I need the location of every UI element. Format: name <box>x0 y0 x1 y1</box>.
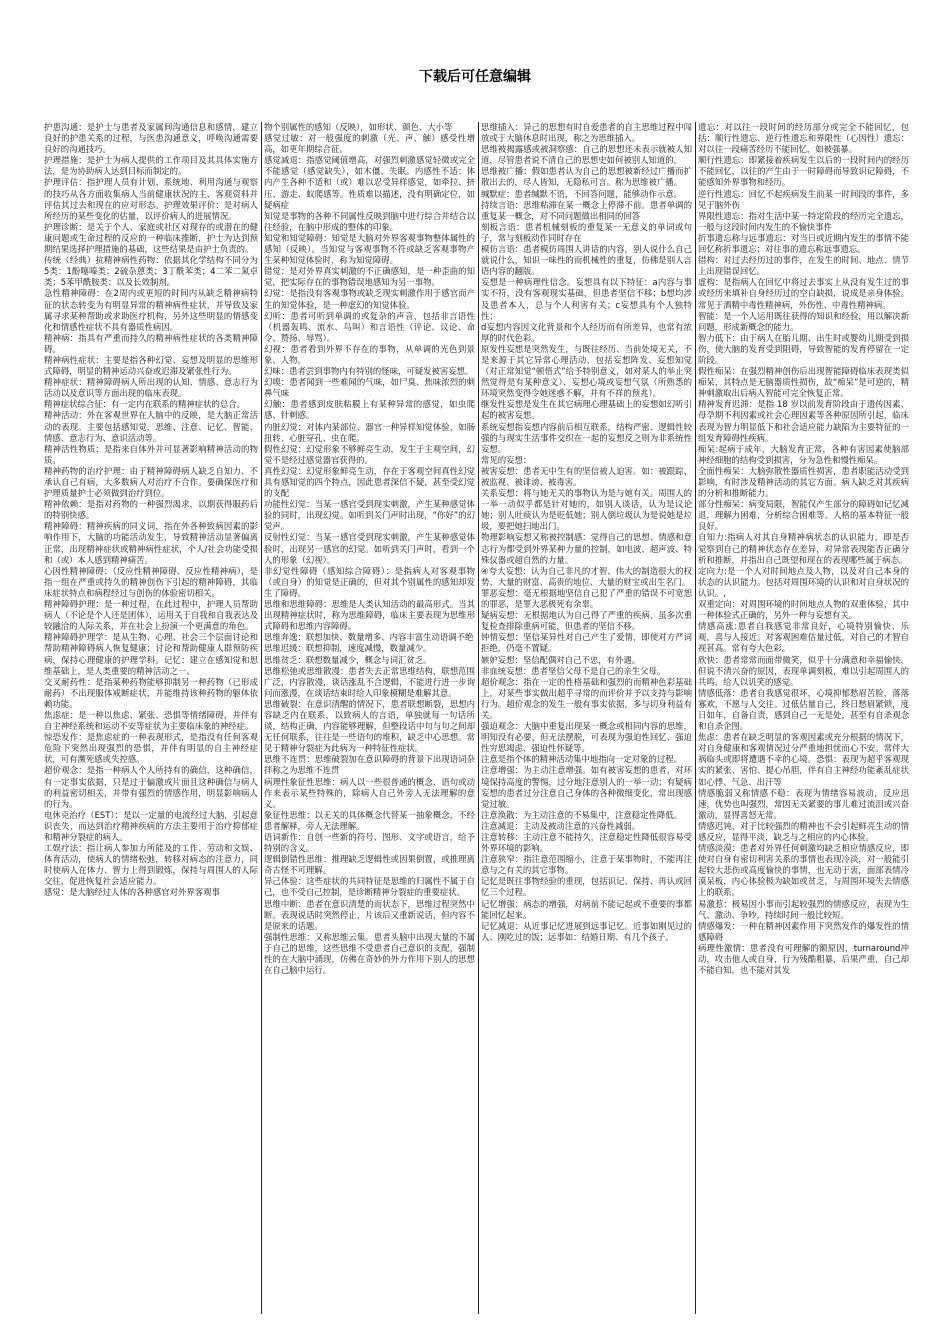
glossary-entry: 遗忘：对以往一段时间的经历部分或完全不能回忆，包括：顺行性遗忘、逆行性遗忘和界限性（心因性）遗忘：对以往一段痛苦经历不能回忆，如被强暴。 <box>698 122 909 155</box>
glossary-entry: 部分性痴呆：病变局限，智能仅产生部分的障碍如记忆减退，理解力困难，分析综合困难等。人格的基本特征一般良好。 <box>698 499 909 532</box>
glossary-entry: 记忆减退：从近事记忆进展到远事记忆。近事如刚见过的人、刚吃过的饭；远事如：结婚日期、有几个孩子。 <box>481 920 692 942</box>
glossary-entry: 思维松弛或思维散漫：患者失去正常思维结构，联想范围广泛，内容散漫，谈话涨乱不合逻辑，不能进行进一步询问而涨漫，在谈话结束时给人印象模糊是难解其意。 <box>264 665 475 698</box>
page-title: 下载后可任意编辑 <box>419 69 531 85</box>
glossary-entry: 钟情妄想：坚信某异性对自己产生了爱情，即使对方严词拒绝，仍毫不置疑。 <box>481 632 692 654</box>
glossary-entry: 易激惹：极易因小事而引起较强烈的情感反应，表现为生气、激动、争吵，持续时间一般比较短。 <box>698 898 909 920</box>
glossary-entry: 错觉：是对外界真实刺激的不正确感知，是一种歪曲的知觉，把实际存在的事物错误地感知为另一事物。 <box>264 266 475 288</box>
glossary-entry: 思维破裂：在意识清醒的情况下，患者联想断裂，思想内容缺乏内在联系，以致病人的言语，单独就每一句话所谈，结构正确，内容能够理解，但整段话中句与句之间却无任何联系，往往是一些语句的堆积，缺乏中心思想。常见于精神分裂症为此病为一种特征性症状。 <box>264 698 475 754</box>
glossary-entry: 虚构：是指病人在回忆中将过去事实上从没有发生过的事或经历来填补自身经历过的空白缺损，说成是亲身体验。常见于酒精中毒性精神病，外伤性、中毒性精神病。 <box>698 277 909 310</box>
glossary-entry: d妄想内容因文化背景和个人经历而有所差异，也常有浓厚的时代色彩。 <box>481 321 692 343</box>
glossary-entry: 精神病性症状：主要是指各种幻觉、妄想及明显的思维形式障碍，明显的精神运动兴奋或迟滞及紧张性行为。 <box>44 354 258 377</box>
glossary-entry: 精神依赖：是指对药物的一种强烈渴求，以期获得服药后的特别快感。 <box>44 499 258 521</box>
glossary-entry: 焦虑症：是一种以焦虑、紧张、恐惧等情绪障碍，并伴有自主神经系统和运动不安等症状为主要临床象的神经症。 <box>44 709 258 732</box>
glossary-entry: 持续言语：思维粘滞在某一概念上停滞不前。患者单调的重复某一概念，对不同问题做出相同的回答 <box>481 199 692 221</box>
glossary-entry: 思维贫乏：联想数量减少，概念与词汇贫乏。 <box>264 654 432 665</box>
glossary-entry: 内脏幻觉：对体内某部位、器官一种异样知觉体验，如肠扭转、心脏穿孔、虫在爬。 <box>264 421 475 443</box>
glossary-entry: 知觉和知觉障碍：知觉是大脑对外界客观事物整体属性的感知（反映）。当知觉与客观事物不符或缺乏客观事物产生某种知觉体验时，称为知觉障碍。 <box>264 232 475 266</box>
glossary-entry: 继发性妄想是发生在其它病理心理基础上的妄想如幻听引起的被害妄想。 <box>481 399 692 421</box>
glossary-entry: 思维奔逸：联想加快、数量增多、内容丰富生动语调不绝 <box>264 632 474 643</box>
glossary-entry: 注意是指个体的精神活动集中地指向一定对象的过程。 <box>481 754 682 765</box>
glossary-entry: 思维中断：患者在意识清楚的而状态下，思维过程突然中断。表现说话时突然停止，片该后又重新说话，但内容不是原来的话题。 <box>264 898 475 931</box>
glossary-entry: 工娱疗法：指让病人参加力所能及的工作、劳动和文娱、体育活动，使病人的情绪松弛，转移对病态的注意力，同时使病人在体力、智力上得到锻炼，保持与周围人的人际交往，促进恢复社会适应能力。 <box>44 843 258 887</box>
glossary-entry: 精神障碍护理：是一种过程，在此过程中，护理人员帮助病人（不论是个人还是团体），运用关于自我和自我表达及较融洽的人际关系，并在社会上扮演一个更满意的角色。 <box>44 599 258 632</box>
glossary-entry: 幻觉：是指没有客观事物或缺乏现实刺激作用于感官而产生的知觉体验，是一种虚幻的知觉体验。 <box>264 288 475 310</box>
glossary-entry: 折事遗忘称与远事遗忘：对当日或近期内发生的事情不能回忆称折事遗忘；对往事的遗忘称远事遗忘。 <box>698 232 909 255</box>
glossary-entry: 智能：是一个人运用既往获得的知识和经验，用以解决新问题，形成新概念的能力。 <box>698 310 909 332</box>
glossary-entry: 思维迟缓：联想抑制，速度减慢，数量减少。 <box>264 643 432 654</box>
document-columns <box>44 122 912 1314</box>
glossary-entry: 注意涣散：为主动注意的不易集中，注意稳定性降低。 <box>481 809 682 820</box>
glossary-entry: 真性幻觉：幻觉形象鲜亮生动，存在于客观空间真性幻觉具有感知觉的四个特点，因此患者深信不疑，甚至受幻觉的支配 <box>264 465 475 499</box>
glossary-entry: 感觉过敏：对一般强度的刺激（光、声、触）感受性增高，如更年期综合征。 <box>264 133 475 155</box>
glossary-entry: 缄默症：患者缄默不语，不回答问题，能够动作示意。 <box>481 188 682 199</box>
glossary-entry: 情感高涨:患者自我感觉非常良好，心境特别愉快、乐观，喜与人接近。对客观困难估量过低，对自己的才智自视甚高。常有夸大色彩。 <box>698 621 909 654</box>
glossary-entry: 护理措施：是护士为病人提供的工作项目及其具体实施方法，是为协助病人达到目标而制定的。 <box>44 155 258 177</box>
glossary-entry: 惊恐发作：是焦虑症的一种表现形式，是指没有任何客观危险下突然出现强烈的恐惧，并伴有明显的自主神经症状，可有濒死感或失控感。 <box>44 732 258 765</box>
glossary-entry: 原发性妄想是突然发生，与既往经历、当前处境无关，不是来源于其它异常心理活动，包括妄想阵发、妄想知觉（对正常知觉“顿悟式”给予特别意义，如对某人的举止突然觉得是有某种意义）、妄想心境或妄想气氛（所熟悉的环境突然变得令她迷惑不解，并有不祥的预兆）。 <box>481 343 692 399</box>
glossary-entry: 功能性幻觉：当某一感官受到现实刺激，产生某种感觉体验的同时，出现幻觉。如听到关门声时出现，“你好”的幻觉声。 <box>264 499 475 532</box>
glossary-entry: 智力低下：由于病人在胎儿期、出生时或婴幼儿期受到损伤，使大脑的发育受到阻碍，导致智能的发育停留在一定阶段。 <box>698 332 909 365</box>
glossary-entry: 情感脆弱又称情感不稳：表现为情绪容易波动，反应迅速，优势也叫强烈，常因无关紧要的事儿难过流泪或兴奋激动，显得喜怒无常。 <box>698 787 909 820</box>
glossary-entry: 传统（经典）抗精神病性药物：依据其化学结构不同分为5类：1酚噻嗪类；2硫杂蒽类；3丁酰苯类；4二苯二氮卓类；5苯甲酰胺类；以及长效制剂。 <box>44 255 258 288</box>
glossary-entry: 系统妄想指妄想内容前后相互联系，结构严密、逻辑性较强的与现实生活事件交织在一起的妄想反之则为非系统性妄想。 <box>481 421 692 454</box>
glossary-entry: 疑病妄想：无根据地认为自己得了严重的疾病，虽多次重复检查排除重病可能，但患者的坚信不移。 <box>481 610 692 632</box>
glossary-entry: 异己体验：这些症状的共同特征是思维的归属性不属于自己，也不受自己控制，是诊断精神分裂症的重要症状。 <box>264 876 475 898</box>
glossary-entry: 反射性幻觉：当某一感官受到现实刺激，产生某种感觉体验时，出现另一感官的幻觉。如听到关门声时，看到一个人的形象（幻视）。 <box>264 532 475 565</box>
glossary-entry: 电休克治疗（EST）：是以一定量的电流经过大脑，引起意识丧失，而达到治疗精神疾病的方法主要用于治疗抑郁症和精神分裂症的病人。 <box>44 809 258 842</box>
glossary-entry: 幻视：患者看到外界不存在的事物，从单调的光色到景象、人物。 <box>264 343 475 365</box>
glossary-entry: 心因性精神障碍：（反应性精神障碍、反应性精神病），是指一组在严重或持久的精神创伤下引起的精神障碍，其临床症状特点和病程经过与创伤的体验密切相关。 <box>44 565 258 598</box>
glossary-entry: 逆行性遗忘：回忆不起疾病发生前某一时间段的事件，多见于脑外伤 <box>698 188 909 210</box>
glossary-entry: 妄想是一种病理性信念。妄想具有以下特征：a内容与事实不符，没有客观现实基础，但患者坚信不移；b想均涉及患者本人，总与个人利害有关；c妄想具有个人独特性； <box>481 277 692 321</box>
glossary-entry: 知觉是事物的各种不同属性反映到脑中进行综合并结合以往经验，在脑中形成的整体的印象。 <box>264 210 475 232</box>
glossary-entry: 欣快：患者常常而面带微笑，似乎十分满意和幸福愉快，但说不清兴奋的原因，表现单调刻板，难以引起周围人的共鸣，给人以讥笑的感觉。 <box>698 654 909 687</box>
column-2 <box>261 122 478 1314</box>
glossary-entry: 嫉妒妄想：坚信配偶对自己不忠，有外遇。 <box>481 654 641 665</box>
glossary-entry: 记忆增强：病态的增强，对病前不能记起或不重要的事都能回忆起来。 <box>481 898 692 920</box>
glossary-entry: 模仿言语：患者模仿周围人讲话的内容，别人说什么自己就说什么，知识一味性的而机械性的重复，仿佛是别人言语内容的翻版。 <box>481 244 692 277</box>
glossary-entry: 病理性象征性思维：病人以一些很普通的概念、语句或动作来表示某些特殊的，除病人自己外旁人无法理解的意义。 <box>264 776 475 809</box>
glossary-entry: 非血统妄想：患者坚信父母不是自己的亲生父母。 <box>481 665 666 676</box>
glossary-entry: 关系妄想：将与她无关的事物认为是与她有关。周围人的一举一动似乎都是针对她的，如别人谈话，认为是议论她；别人吐痰认为是贬低她；别人倒垃圾认为是说她是垃圾，要把她扫地出门。 <box>481 488 692 532</box>
glossary-entry: 强迫观念：大脑中重复出现某一概念或相同内容的思维，明知没有必要，但无法摆脱，可表现为强迫性回忆、强迫性穷思竭虑、强迫性怀疑等。 <box>481 721 692 754</box>
column-4 <box>695 122 912 1314</box>
glossary-entry: 精神障碍护理学：是从生物、心理、社会三个层面讨论和帮助精神障碍病人恢复健康；讨论和帮助健康人群预防疾病，保持心理健康的护理学科。记忆：建立在感知觉和思维基础上，是人类重要的精神活动之一。 <box>44 632 258 676</box>
glossary-entry: 思维和思维障碍：思维是人类认知活动的最高形式。当其出现精神症状时，称为思维障碍，临床主要表现为思维形式障碍和思维内容障碍。 <box>264 599 475 632</box>
glossary-entry: 常见的妄想： <box>481 454 532 465</box>
glossary-entry: 精神发育迟滞：是指 18 岁以前发育阶段由于遗传因素、母孕期不利因素或社会心理因素等各种原因所引起，临床表现为智力明显低下和社会适应能力缺陷为主要特征的一组发育障碍性疾病。 <box>698 399 909 443</box>
glossary-entry: 语词新作：自创一些新的符号、图形、文字或语言，给予特别的含义。 <box>264 832 475 854</box>
glossary-entry: 记忆是既往事物经验的重现，包括识记、保持、再认或回忆三个过程。 <box>481 876 692 898</box>
glossary-entry: 情感迟钝，对于比较强烈的精神也不会引起鲜亮生动的情感反应，显得平淡，缺乏与之相应的内心体验。 <box>698 820 909 842</box>
glossary-entry: 物理影响妄想又称被控制感：觉得自己的思想、情感和意志行为都受到外界某种力量的控制，如电波、超声波、特殊仪器或超自然的力量。 <box>481 532 692 565</box>
glossary-entry: 思维不连贯：思维破裂加在意识障碍的背景下出现语词杂拌称之为思维不连贯 <box>264 754 475 776</box>
glossary-entry: 急性精神障碍：在2周内或更短的时间内从缺乏精神病特征的状态转变为有明显异常的精神病性症状，并导致及家属寻求某种帮助或求助医疗机构，另外这些明显的情感变化和情感性症状不具有器质性病因。 <box>44 288 258 332</box>
glossary-entry: 非幻觉性障碍（感知综合障碍）：是指病人对客观事物（或自身）的知觉是正确的，但对其个别属性的感知却发生了障碍。 <box>264 565 475 598</box>
glossary-entry: 注意减退：主动及被动注意的兴奋性减弱。 <box>481 820 641 831</box>
glossary-entry: 注意增强：为主动注意增强。如有被害妄想的患者，对环境保持高度的警惕，过分地注意别人的一举一动；有疑病妄想的患者过分注意自己身体的各种微细变化，常出现感觉过敏。 <box>481 765 692 809</box>
glossary-entry: 情感低落：患者自我感觉很坏，心境抑郁愁眉苦脸，落落寡欢，不愿与人交往。过低估量自己，终日愁眉紧锁，度日如年，自备自责，感到自己一无是处，甚至有自杀观念和自杀企图。 <box>698 687 909 732</box>
glossary-entry: 象征性思维：以无关的具体概念代替某一抽象概念，不经患者解释，旁人无法理解。 <box>264 809 475 831</box>
glossary-entry: 护理诊断：是关于个人、家庭或社区对现存的或潜在的健康问题或生命过程的反应的一种临床推断，护士为达到预期结果选择护理措施的基础，这些结果是由护士负责的。 <box>44 221 258 255</box>
glossary-entry: 痴呆:起病于成年，大脑发育正常，各种有害因素使脑部神经细胞的结构受到损害，分为急性和慢性痴呆。 <box>698 443 909 465</box>
glossary-entry: 注意狭窄：指注意范围缩小，注意于某事物时，不能再注意与之有关的其它事物。 <box>481 854 692 876</box>
glossary-entry: 超价观念：指在一定的性格基础和强烈的而精神色彩基础上，对某些事实做出超乎寻常的而评价并予以支持与影响行为。超价观念的发生一般有事实依据，多与切身利益有关。 <box>481 676 692 720</box>
glossary-entry: 逻辑倒错性思维：推理缺乏逻辑性或因果倒置，或推理离奇古怪不可理解。 <box>264 854 475 876</box>
glossary-entry: 自知力:指病人对其自身精神病状态的认识能力，即是否觉察到自己的精神状态存在差异，对异常表现能否正确分析和推断，并指出自己既望和现在的表现哪些属于病态。 <box>698 532 909 565</box>
glossary-entry: 焦虑：患者在缺乏明显的客观因素或充分根据的情况下，对自身健康和客观情况过分严重地担忧而心不安。常伴大祸临头或即将遭遇不幸的心境。恐惧：表现为超乎客观现实的紧张、害怕、提心吊胆，伴有自主神经功能紊乱症状如心悸、气急、出汗等 <box>698 732 909 787</box>
glossary-entry: 情感爆发：一种在精神因素作用下突然发作的爆发性的情感障碍 <box>698 920 909 942</box>
glossary-entry: 物个别属性的感知（反映），如形状、颜色、大小等 <box>264 122 453 132</box>
glossary-entry: 幻触：患者感到皮肤粘膜上有某种异常的感觉，如虫爬感、针刺感。 <box>264 399 475 421</box>
glossary-entry: 精神病：指具有严重而持久的精神病性症状的各类精神障碍。 <box>44 332 258 354</box>
glossary-entry: 幻嗅：患者闻到一些难闻的气味，如尸臭、焦味浓烈的刺鼻气味 <box>264 377 475 399</box>
glossary-entry: 被害妄想：患者无中生有的坚信被人迫害。如：被跟踪、被监视、被诽谤、被毒害。 <box>481 465 692 487</box>
glossary-entry: 注意转移：主动注意不能持久，注意稳定性降低很容易受外界环境的影响。 <box>481 832 692 854</box>
glossary-entry: 病理性激情：患者没有可理解的额原因，turnaround冲动，攻击他人或自身，行为残酷粗暴，后果严重，自己却不能自知，也不能对其发 <box>698 942 909 976</box>
glossary-entry: 情感淡漠：患者对外界任何刺激均缺乏相应情感反应，即使对自身有密切利害关系的事情也表现冷淡，对一般能引起较大悲伤或高度愉快的事情，也无动于衷，面部表情冷漠呆板，内心体验极为缺如或贫乏，与周围环境失去情感上的联系。 <box>698 843 909 898</box>
glossary-entry: 感觉减退：指感觉阈值增高，对强烈刺激感觉轻微或完全不能感觉（感觉缺失），如木僵、失眠。内感性不适：体内产生各种不适和（或）难以忍受异样感觉，如牵拉、挤压、游走、蚁爬感等。性质难以描述，没有明确定位，如疑病症 <box>264 155 475 210</box>
glossary-entry: 定向力:是一个人对时间地点及人物，以及对自己本身的状态的认识能力。包括对周围环境的认识和对自身状况的认识。, <box>698 565 909 598</box>
glossary-entry: 幻味：患者尝到事物内有特别的怪味，可疑发被害妄想。 <box>264 366 474 377</box>
glossary-entry: 假性幻觉：幻觉形象不够鲜亮生动，发生于主观空间，幻觉不是经过感觉器官获得的。 <box>264 443 475 465</box>
glossary-entry: 思维插入：异己的思想有时自爱患者的自主思维过程中闯放或于大脑休息时出现，称之为思维插入。 <box>481 122 692 144</box>
glossary-entry: 交叉耐药性：是指某种药物能够抑制另一种药物（已形成耐药）不出现服体戒断症状，并能维持该种药物的躯体依赖功能。 <box>44 676 258 709</box>
glossary-entry: 护患沟通：是护士与患者及家属间沟通信息和感情，建立良好的护患关系的过程，与医患沟通意义，呼唤沟通需要良好的沟通技巧。 <box>44 122 258 155</box>
glossary-entry: 思维被广播：假如患者认为自己的思想被新经过广播而扩散出去的，尽人皆知，无隐私可言。称为思维被广播。 <box>481 166 692 188</box>
glossary-entry: 精神活性物质：是指来自体外并可显著影响精神活动的物质。 <box>44 443 258 465</box>
column-1 <box>44 122 261 1314</box>
glossary-entry: 罪恶妄想：毫无根据地坚信自己犯了严重的错误不可宽恕的罪恶，是罪大恶极死有余辜。 <box>481 587 692 610</box>
column-3 <box>478 122 695 1314</box>
glossary-entry: 刻板言语：患者机械刻板的重复某一无意义的单词或句子，常与刻板动作同时存在 <box>481 221 692 243</box>
glossary-entry: 幻听：患者可听到单调的或复杂的声音，包括非言语性（机器轰鸣、流水、鸟叫）和言语性（评论、议论、命令、赞扬、辱骂）。 <box>264 310 475 343</box>
glossary-entry: 精神障碍：精神疾病的同义词，指在外各种致病因素的影响作用下，大脑的功能活动发生，导致精神活动显著偏离正常，出现精神症状或精神病性症状，个人/社会功能受损和（或）本人感到精神痛苦。 <box>44 521 258 565</box>
glossary-entry: 顺行性遗忘：即紧接着疾病发生以后的一段时间内的经历不能回忆，以往的产生由于一时障碍而导致识记障碍，不能感知外界事物和经历。 <box>698 155 909 188</box>
glossary-entry: 精神症状综合征：有一定内在联系的精神症状的总合。 <box>44 399 245 410</box>
glossary-entry: 思维被揭露感或被洞察感：自己的思想还未表示就被人知道，尽管患者说不清自己的思想史如何被别人知道的。 <box>481 144 692 166</box>
glossary-entry: 假性痴呆：在强烈精神创伤后出现智能障碍临床表现类似痴呆，其特点是无脑器质性损伤，故“痴呆”是可逆的，精神刺激取出后病人智能可完全恢复正常。 <box>698 366 909 399</box>
glossary-entry: 精神药物的治疗护理：由于精神障碍病人缺乏自知力、不承认自己有病，大多数病人对治疗不合作。要确保医疗和护理质量护士必须做到治疗到位。 <box>44 465 258 499</box>
glossary-entry: 精神症状：精神障碍病人所出现的认知、情感、意志行为活动以及意识等方面出现的临床表现。 <box>44 377 258 399</box>
glossary-entry: 界限性遗忘：指对生活中某一特定阶段的经历完全遗忘，一般与这段时间内发生的不愉快事件 <box>698 210 909 232</box>
glossary-entry: 感觉：是大脑经过人体的各种感官对外界客观事 <box>44 887 220 898</box>
glossary-entry: ④夸大妄想：认为自己非凡的才智、伟大的制造很大的权势、大量的财富、高贵的地位、大量的财宝或出生名门。 <box>481 565 692 587</box>
glossary-entry: 双重定向：对周围环境的时间地点人物的双重体验，其中一种体验式正确的，另外一种与妄想有关。 <box>698 599 909 621</box>
glossary-entry: 全面性痴呆：大脑弥散性器质性损害，患者职能活动受到影响，有时涉及精神活动的其它方面。病人缺乏对其疾病的分析和推断能力。 <box>698 465 909 499</box>
glossary-entry: 错构：对过去经历过的事件，在发生的时间、地点、情节上出现错误回忆。 <box>698 255 909 277</box>
glossary-entry: 超价观念：是指一种病人个人所持有的确信，这种确信，有一定事实依据，只是过于偏激或片面且这种确信与病人的利益密切相关，并带有强烈的情感作用，明显影响病人的行为。 <box>44 765 258 809</box>
glossary-entry: 精神活动：外在客观世界在人脑中的反映，是大脑正常活动的表现。主要包括感知觉，思维、注意、记忆、智能、情感、意志行为、意识活动等。 <box>44 410 258 443</box>
glossary-entry: 护理评估：指护理人员有计划、系统地、利用沟通与观察的技巧从各方面收集病人当前健康状况的主、客观资料并评估其过去和现在的应对形态。护理效果评价：是对病人所经历的某些变化的估量，以评价病人的进展情况。 <box>44 177 258 221</box>
glossary-entry: 强制性思维：又称思维云集。患者头脑中出现大量的不属于自己的思维，这些思维不受患者自己意识的支配，强制性的在大脑中涌现，仿佛在奇妙的外力作用下别人的思想在自己脑中运行。 <box>264 931 475 976</box>
